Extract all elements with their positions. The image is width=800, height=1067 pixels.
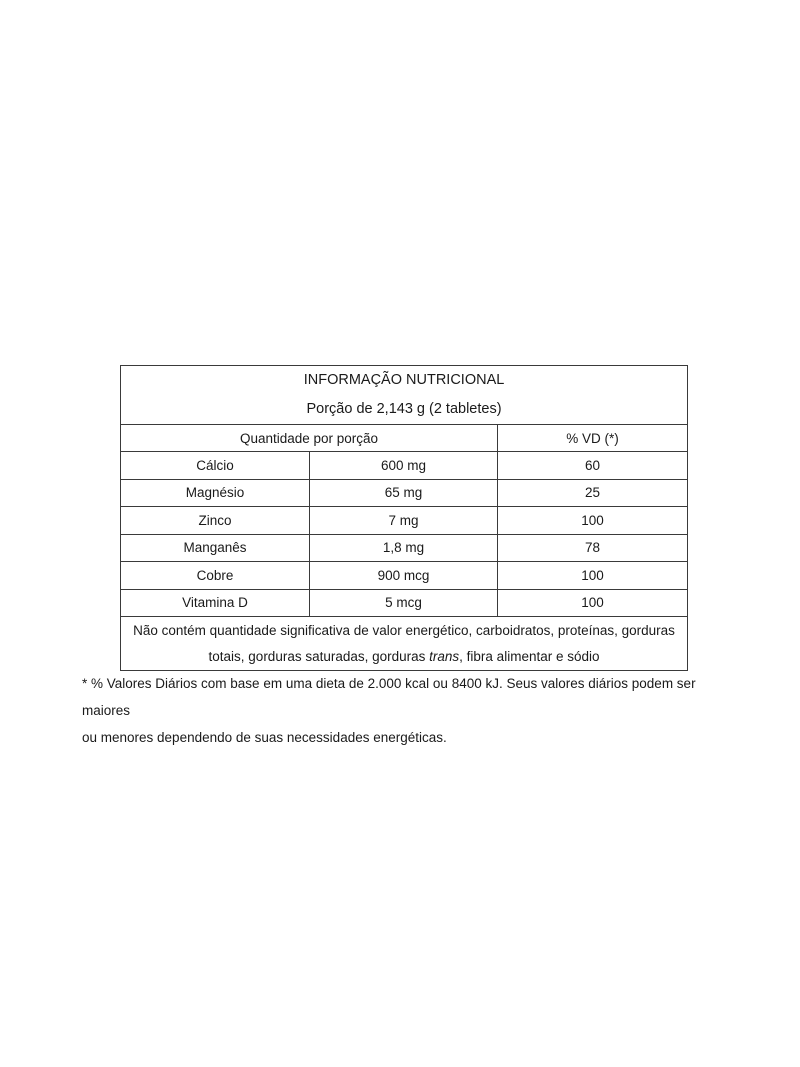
nutrient-amount: 600 mg bbox=[310, 452, 498, 480]
table-title: INFORMAÇÃO NUTRICIONAL bbox=[303, 372, 505, 388]
serving-size: Porção de 2,143 g (2 tabletes) bbox=[306, 401, 502, 417]
disclaimer-line-2-start: totais, gorduras saturadas, gorduras bbox=[208, 648, 430, 664]
nutrient-vd: 100 bbox=[498, 507, 688, 535]
table-row bbox=[121, 452, 688, 480]
nutrient-amount: 7 mg bbox=[310, 507, 498, 535]
nutrient-vd: 25 bbox=[498, 479, 688, 507]
nutrient-name: Magnésio bbox=[121, 479, 310, 507]
disclaimer-line-2-end: , fibra alimentar e sódio bbox=[459, 648, 600, 664]
disclaimer-cell bbox=[121, 617, 688, 671]
nutrient-name: Vitamina D bbox=[121, 589, 310, 617]
nutrient-vd: 78 bbox=[498, 534, 688, 562]
table-title-cell bbox=[121, 366, 688, 425]
disclaimer-line-1: Não contém quantidade significativa de valor energético, carboidratos, proteínas, gorduras bbox=[133, 622, 675, 638]
table-row bbox=[121, 479, 688, 507]
nutrient-amount: 900 mcg bbox=[310, 562, 498, 590]
nutrient-vd: 60 bbox=[498, 452, 688, 480]
header-vd: % VD (*) bbox=[498, 425, 688, 452]
table-row bbox=[121, 507, 688, 535]
disclaimer-line-2 bbox=[121, 644, 687, 670]
nutrient-name: Cobre bbox=[121, 562, 310, 590]
nutrient-amount: 65 mg bbox=[310, 479, 498, 507]
table-row bbox=[121, 562, 688, 590]
nutrient-name: Manganês bbox=[121, 534, 310, 562]
header-row bbox=[121, 425, 688, 452]
table-row bbox=[121, 589, 688, 617]
nutrition-table bbox=[120, 365, 688, 671]
table-row bbox=[121, 534, 688, 562]
footnote-line-2: ou menores dependendo de suas necessidades energéticas. bbox=[82, 730, 447, 745]
nutrient-name: Cálcio bbox=[121, 452, 310, 480]
nutrient-name: Zinco bbox=[121, 507, 310, 535]
nutrient-amount: 5 mcg bbox=[310, 589, 498, 617]
nutrient-amount: 1,8 mg bbox=[310, 534, 498, 562]
footnote-line-1: * % Valores Diários com base em uma dieta de 2.000 kcal ou 8400 kJ. Seus valores diários podem ser maiores bbox=[82, 676, 696, 718]
nutrient-vd: 100 bbox=[498, 589, 688, 617]
daily-values-footnote bbox=[82, 670, 732, 751]
header-quantity: Quantidade por porção bbox=[121, 425, 498, 452]
disclaimer-trans-word: trans bbox=[429, 648, 460, 664]
nutrition-facts-label bbox=[120, 365, 687, 671]
nutrient-vd: 100 bbox=[498, 562, 688, 590]
